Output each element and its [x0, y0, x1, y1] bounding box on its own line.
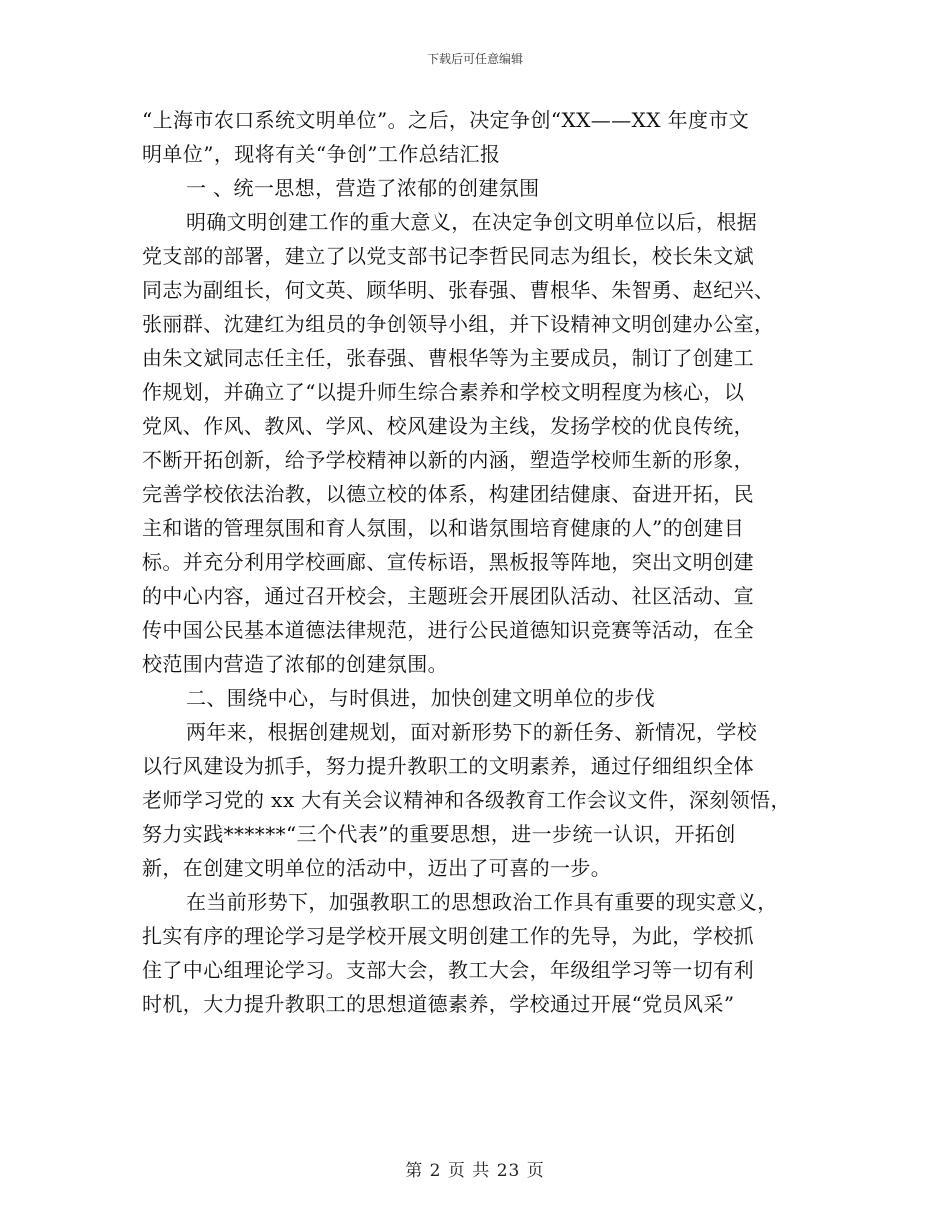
- text-line: 党支部的部署，建立了以党支部书记李哲民同志为组长，校长朱文斌: [142, 244, 754, 268]
- text-line: 努力实践******“三个代表”的重要思想，进一步统一认识，开拓创: [142, 822, 736, 846]
- text-line: 由朱文斌同志任主任，张春强、曹根华等为主要成员，制订了创建工: [142, 346, 754, 370]
- document-body: [142, 103, 812, 1021]
- text-line: 在当前形势下，加强教职工的思想政治工作具有重要的现实意义，: [186, 890, 778, 914]
- text-line: 张丽群、沈建红为组员的争创领导小组，并下设精神文明创建办公室，: [142, 312, 775, 336]
- text-line: 新，在创建文明单位的活动中，迈出了可喜的一步。: [142, 856, 612, 880]
- text-line: 同志为副组长，何文英、顾华明、张春强、曹根华、朱智勇、赵纪兴、: [142, 278, 775, 302]
- text-line: 作规划，并确立了“以提升师生综合素养和学校文明程度为核心，以: [142, 380, 745, 404]
- text-line: 住了中心组理论学习。支部大会，教工大会，年级组学习等一切有利: [142, 958, 754, 982]
- text-line: 以行风建设为抓手，努力提升教职工的文明素养，通过仔细组织全体: [142, 754, 754, 778]
- text-line: 明单位”，现将有关“争创”工作总结汇报: [142, 142, 501, 166]
- text-line: 标。并充分利用学校画廊、宣传标语，黑板报等阵地，突出文明创建: [142, 550, 754, 574]
- text-line: 老师学习党的 xx 大有关会议精神和各级教育工作会议文件，深刻领悟，: [142, 788, 791, 812]
- text-line: 主和谐的管理氛围和育人氛围，以和谐氛围培育健康的人”的创建目: [142, 516, 745, 540]
- text-line: 党风、作风、教风、学风、校风建设为主线，发扬学校的优良传统，: [142, 414, 754, 438]
- text-line: “上海市农口系统文明单位”。之后，决定争创“XX——XX 年度市文: [142, 108, 750, 132]
- text-line: 传中国公民基本道德法律规范，进行公民道德知识竞赛等活动，在全: [142, 618, 754, 642]
- text-line: 时机，大力提升教职工的思想道德素养，学校通过开展“党员风采”: [142, 992, 735, 1016]
- text-line: 不断开拓创新，给予学校精神以新的内涵，塑造学校师生新的形象，: [142, 448, 754, 472]
- text-line: 的中心内容，通过召开校会，主题班会开展团队活动、社区活动、宣: [142, 584, 754, 608]
- text-line: 校范围内营造了浓郁的创建氛围。: [142, 652, 448, 676]
- text-line: 明确文明创建工作的重大意义，在决定争创文明单位以后，根据: [186, 210, 758, 234]
- page-header-note: 下载后可任意编辑: [426, 52, 523, 66]
- section-heading-1: 一 、统一思想，营造了浓郁的创建氛围: [186, 176, 540, 200]
- text-line: 扎实有序的理论学习是学校开展文明创建工作的先导，为此，学校抓: [142, 924, 754, 948]
- text-line: 两年来，根据创建规划，面对新形势下的新任务、新情况，学校: [186, 720, 758, 744]
- page-number-footer: 第 2 页 共 23 页: [405, 1161, 545, 1181]
- section-heading-2: 二、围绕中心，与时俱进，加快创建文明单位的步伐: [186, 686, 656, 710]
- text-line: 完善学校依法治教，以德立校的体系，构建团结健康、奋进开拓，民: [142, 482, 754, 506]
